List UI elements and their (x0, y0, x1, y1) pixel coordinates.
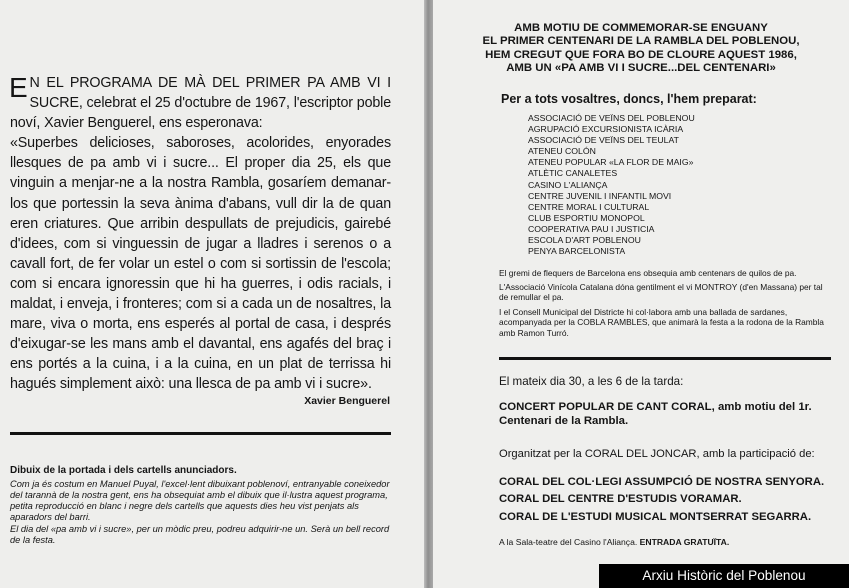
prepared-line: Per a tots vosaltres, doncs, l'hem preparat: (501, 92, 757, 106)
right-page (433, 0, 849, 588)
caption-paragraph-1: Com ja és costum en Manuel Puyal, l'excel·lent dibuixant poblenoví, entranyable coneixedor del tarannà de la nostra gent, ens ha obsequiat amb el dibuix que il·lustra aquest programa, petita reproducció en blanc i negre dels cartells que aquests dies heu vist penjats als aparadors del barri. (10, 479, 390, 522)
entry-free: ENTRADA GRATUÏTA. (639, 537, 730, 547)
main-quote (10, 73, 391, 395)
heading-line: EL PRIMER CENTENARI DE LA RAMBLA DEL POBLENOU, (482, 35, 800, 48)
concert-title: CONCERT POPULAR DE CANT CORAL, amb motiu del 1r. Centenari de la Rambla. (499, 401, 812, 428)
choir-item: CORAL DEL COL·LEGI ASSUMPCIÓ DE NOSTRA SENYORA. (499, 476, 825, 488)
book-gutter (424, 0, 433, 588)
note-bakers: El gremi de flequers de Barcelona ens obsequia amb centenars de quilos de pa. (499, 268, 797, 278)
organization-item: PENYA BARCELONISTA (528, 246, 626, 257)
organization-item: COOPERATIVA PAU I JUSTICIA (528, 223, 655, 234)
organization-item: ASSOCIACIÓ DE VEÏNS DEL TEULAT (528, 135, 679, 146)
caption-paragraph-2: El dia del «pa amb vi i sucre», per un mòdic preu, podreu adquirir-ne un. Serà un bell record de la festa. (10, 524, 390, 545)
choir-list (499, 474, 824, 526)
event-date: El mateix dia 30, a les 6 de la tarda: (499, 375, 684, 388)
heading-line: AMB UN «PA AMB VI I SUCRE...DEL CENTENARI» (506, 62, 776, 75)
organized-by: Organitzat per la CORAL DEL JONCAR, amb la participació de: (499, 448, 815, 460)
section-divider (10, 432, 391, 435)
quote-body: «Superbes delicioses, saboroses, acolorides, enyorades llesques de pa amb vi i sucre... El proper dia 25, els que vinguin a menjar-ne a la nostra Rambla, gosaríem demanar-los que portessin la seva ànima d'abans, vull dir la de quan eren criatures. Que arribin despullats de prejudicis, gairebé d'idees, com si vinguessin de jugar a lladres i serenos o a cavall fort, de fer volar un estel o com si sortissin de l'escola; com si encara ignoressin que hi ha guerres, i odis racials, i maldat, i enveja, i fronteres; com si a cada un de nosaltres, la mare, viva o morta, ens esperés al portal de casa, i després d'eixugar-se les mans amb el davantal, ens agafés del braç i ens portés a la cuina, i a la cuina, en un plat de terrissa hi hagués simplement això: una llesca de pa amb vi i sucre». (10, 135, 391, 393)
organization-item: CASINO L'ALIANÇA (528, 179, 608, 190)
organization-item: CENTRE MORAL I CULTURAL (528, 201, 650, 212)
note-wine: L'Associació Vinícola Catalana dóna gentilment el vi MONTROY (d'en Massana) per tal de remullar el pa. (499, 282, 823, 303)
quote-author: Xavier Benguerel (304, 395, 390, 407)
caption-text (10, 479, 394, 547)
organization-item: CLUB ESPORTIU MONOPOL (528, 212, 645, 223)
choir-item: CORAL DEL CENTRE D'ESTUDIS VORAMAR. (499, 493, 742, 506)
organization-item: CENTRE JUVENIL I INFANTIL MOVI (528, 190, 672, 201)
heading (433, 22, 849, 76)
organization-item: ATENEU POPULAR «LA FLOR DE MAIG» (528, 157, 694, 168)
heading-line: HEM CREGUT QUE FORA BO DE CLOURE AQUEST 1986, (485, 48, 797, 61)
left-page (0, 0, 424, 588)
organization-item: ASSOCIACIÓ DE VEÏNS DEL POBLENOU (528, 113, 695, 123)
note-council: I el Consell Municipal del Districte hi col·labora amb una ballada de sardanes, acompanyada per la COBLA RAMBLES, que animarà la festa a la rodona de la Rambla amb Ramon Turró. (499, 307, 824, 338)
section-divider (499, 357, 831, 360)
organization-item: ATENEU COLÓN (528, 146, 596, 157)
drop-cap: E (9, 72, 28, 103)
caption-title: Dibuix de la portada i dels cartells anunciadors. (10, 465, 237, 476)
organization-item: ATLÈTIC CANALETES (528, 168, 618, 179)
quote-intro: E N EL PROGRAMA DE MÀ DEL PRIMER PA AMB VI I SUCRE, celebrat el 25 d'octubre de 1967, l'escriptor poble noví, Xavier Benguerel, ens esperonava: (9, 72, 391, 132)
venue-text: A la Sala-teatre del Casino l'Aliança. (499, 537, 638, 547)
venue-line (499, 537, 729, 547)
heading-line: AMB MOTIU DE COMMEMORAR-SE ENGUANY (514, 22, 768, 34)
organization-item: AGRUPACIÓ EXCURSIONISTA ICÀRIA (528, 124, 684, 135)
organization-list (528, 113, 695, 257)
choir-item: CORAL DE L'ESTUDI MUSICAL MONTSERRAT SEGARRA. (499, 510, 812, 523)
organization-item: ESCOLA D'ART POBLENOU (528, 235, 641, 246)
archive-watermark: Arxiu Històric del Poblenou (599, 564, 849, 588)
